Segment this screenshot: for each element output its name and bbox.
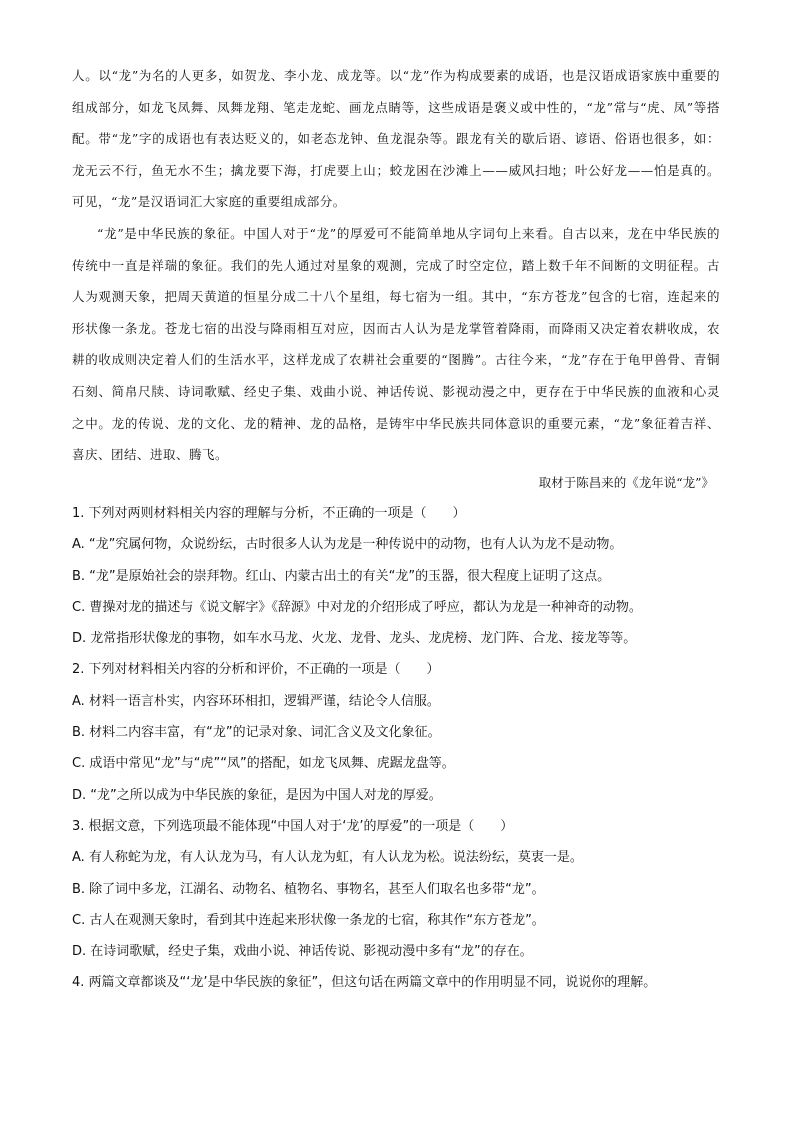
passage-paragraph-2: “龙”是中华民族的象征。中国人对于“龙”的厚爱可不能简单地从字词句上来看。自古以来，龙在中华民族的传统中一直是祥瑞的象征。我们的先人通过对星象的观测，完成了时空定位，踏上数千年不间断的文明征程。古人为观测天象，把周天黄道的恒星分成二十八个星组，每七宿为一组。其中，“东方苍龙”包含的七宿，连起来的形状像一条龙。苍龙七宿的出没与降雨相互对应，因而古人认为是龙掌管着降雨，而降雨又决定着农耕收成，农耕的收成则决定着人们的生活水平，这样龙成了农耕社会重要的“图腾”。古往今来，“龙”存在于龟甲兽骨、青铜石刻、简帛尺牍、诗词歌赋、经史子集、戏曲小说、神话传说、影视动漫之中，更存在于中华民族的血液和心灵之中。龙的传说、龙的文化、龙的精神、龙的品格，是铸牢中华民族共同体意识的重要元素，“龙”象征着吉祥、喜庆、团结、进取、腾飞。 xyxy=(72,225,720,463)
question-1-option-d: D. 龙常指形状像龙的事物，如车水马龙、火龙、龙骨、龙头、龙虎榜、龙门阵、合龙、接龙等等。 xyxy=(72,631,637,647)
question-3-option-c: C. 古人在观测天象时，看到其中连起来形状像一条龙的七宿，称其作“东方苍龙”。 xyxy=(72,912,545,928)
question-4-stem: 4. 两篇文章都谈及“‘龙’是中华民族的象征”，但这句话在两篇文章中的作用明显不同，说说你的理解。 xyxy=(72,975,657,991)
question-3-option-b: B. 除了词中多龙，江湖名、动物名、植物名、事物名，甚至人们取名也多带“龙”。 xyxy=(72,881,545,897)
reading-passage xyxy=(72,60,720,471)
passage-source: 取材于陈昌来的《龙年说“龙”》 xyxy=(538,475,714,490)
question-2-option-c: C. 成语中常见“龙”与“虎”“凤”的搭配，如龙飞凤舞、虎踞龙盘等。 xyxy=(72,756,455,772)
question-3-option-a: A. 有人称蛇为龙，有人认龙为马，有人认龙为虹，有人认龙为松。说法纷纭，莫衷一是。 xyxy=(72,850,583,866)
question-1-option-b: B. “龙”是原始社会的崇拜物。红山、内蒙古出土的有关“龙”的玉器，很大程度上证明了这点。 xyxy=(72,568,611,584)
passage-paragraph-1: 人。以“龙”为名的人更多，如贺龙、李小龙、成龙等。以“龙”作为构成要素的成语，也是汉语成语家族中重要的组成部分，如龙飞凤舞、凤舞龙翔、笔走龙蛇、画龙点睛等，这些成语是褒义或中性的，“龙”常与“虎、凤”等搭配。带“龙”字的成语也有表达贬义的，如老态龙钟、鱼龙混杂等。跟龙有关的歇后语、谚语、俗语也很多，如：龙无云不行，鱼无水不生；擒龙要下海，打虎要上山；蛟龙困在沙滩上——威风扫地；叶公好龙——怕是真的。可见，“龙”是汉语词汇大家庭的重要组成部分。 xyxy=(72,68,720,210)
question-1-stem: 1. 下列对两则材料相关内容的理解与分析，不正确的一项是（ ） xyxy=(72,506,466,521)
question-1-option-c: C. 曹操对龙的描述与《说文解字》《辞源》中对龙的介绍形成了呼应，都认为龙是一种神奇的动物。 xyxy=(72,599,642,615)
question-2-option-b: B. 材料二内容丰富，有“龙”的记录对象、词汇含义及文化象征。 xyxy=(72,725,441,741)
question-2-option-a: A. 材料一语言朴实，内容环环相扣，逻辑严谨，结论令人信服。 xyxy=(72,693,440,709)
question-3-option-d: D. 在诗词歌赋，经史子集，戏曲小说、神话传说、影视动漫中多有“龙”的存在。 xyxy=(72,944,533,960)
question-2-stem: 2. 下列对材料相关内容的分析和评价，不正确的一项是（ ） xyxy=(72,662,440,678)
question-1-option-a: A. “龙”究属何物，众说纷纭，古时很多人认为龙是一种传说中的动物，也有人认为龙不是动物。 xyxy=(72,537,623,553)
question-3-stem: 3. 根据文意，下列选项最不能体现“中国人对于‘龙’的厚爱”的一项是（ ） xyxy=(72,818,514,834)
question-2-option-d: D. “龙”之所以成为中华民族的象征，是因为中国人对龙的厚爱。 xyxy=(72,787,442,803)
question-list xyxy=(72,498,722,999)
